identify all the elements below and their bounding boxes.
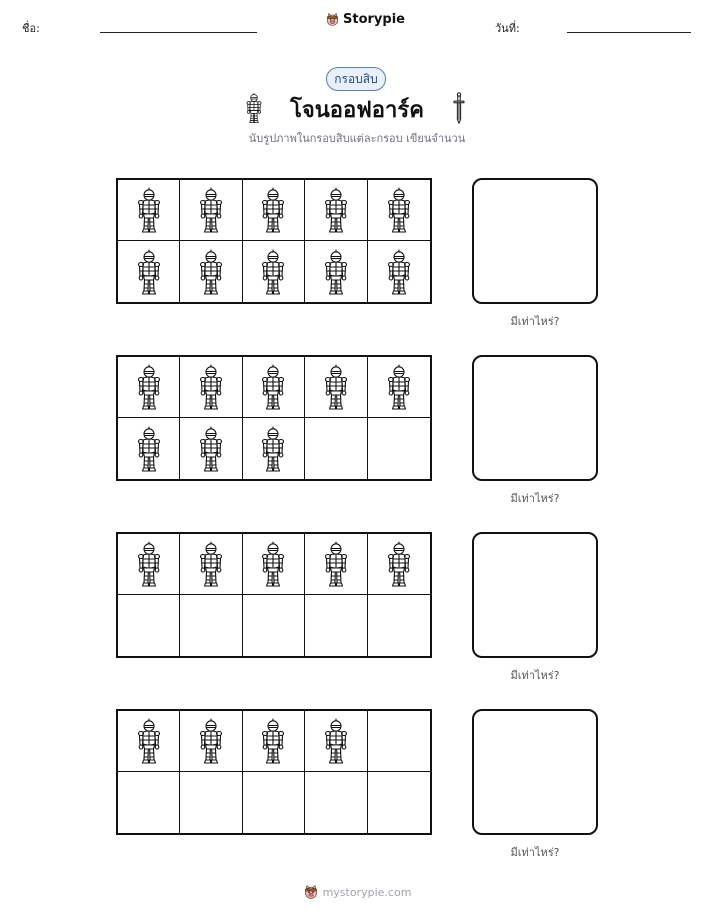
answer-prompt: มีเท่าไหร่? xyxy=(510,846,560,859)
ten-frame-cell xyxy=(368,418,430,479)
ten-frame-cell xyxy=(243,711,305,772)
knight-armor-icon xyxy=(261,717,285,765)
ten-frame-cell xyxy=(243,357,305,418)
ten-frame-cell xyxy=(118,241,180,302)
ten-frame xyxy=(116,178,432,304)
ten-frame-cell xyxy=(368,772,430,833)
ten-frame-cell xyxy=(368,241,430,302)
date-label: วันที่: xyxy=(495,22,520,35)
ten-frame-cell xyxy=(305,418,367,479)
knight-armor-icon xyxy=(324,540,348,588)
ten-frame-cell xyxy=(118,180,180,241)
ten-frame-cell xyxy=(180,418,242,479)
ten-frame-cell xyxy=(368,357,430,418)
ten-frame-cell xyxy=(243,595,305,656)
ten-frame-cell xyxy=(180,180,242,241)
page-title: โจนออฟอาร์ค xyxy=(290,98,424,123)
ten-frame xyxy=(116,355,432,481)
knight-armor-icon xyxy=(324,363,348,411)
ten-frame-cell xyxy=(118,418,180,479)
knight-armor-icon xyxy=(387,186,411,234)
knight-armor-icon xyxy=(199,540,223,588)
answer-box[interactable] xyxy=(472,178,598,304)
ten-frame-cell xyxy=(368,180,430,241)
date-line[interactable] xyxy=(567,32,691,33)
knight-armor-icon xyxy=(261,425,285,473)
ten-frame-cell xyxy=(180,595,242,656)
ten-frame-cell xyxy=(368,534,430,595)
knight-armor-icon xyxy=(324,717,348,765)
ten-frame-cell xyxy=(243,772,305,833)
knight-armor-icon xyxy=(324,186,348,234)
knight-armor-icon xyxy=(261,248,285,296)
ten-frame-cell xyxy=(180,357,242,418)
knight-armor-icon xyxy=(199,425,223,473)
answer-prompt: มีเท่าไหร่? xyxy=(510,315,560,328)
footer xyxy=(0,884,714,900)
knight-armor-icon xyxy=(324,248,348,296)
answer-prompt: มีเท่าไหร่? xyxy=(510,492,560,505)
knight-armor-icon xyxy=(199,717,223,765)
footer-site: mystorypie.com xyxy=(322,885,412,899)
ten-frame-cell xyxy=(243,241,305,302)
knight-armor-icon xyxy=(137,186,161,234)
logo-text: Storypie xyxy=(343,12,405,27)
ten-frame-cell xyxy=(243,180,305,241)
ten-frame-cell xyxy=(180,241,242,302)
answer-box[interactable] xyxy=(472,532,598,658)
knight-armor-icon xyxy=(387,363,411,411)
answer-box[interactable] xyxy=(472,709,598,835)
knight-armor-icon xyxy=(137,540,161,588)
name-line[interactable] xyxy=(100,32,257,33)
ten-frame-cell xyxy=(368,711,430,772)
ten-frame-cell xyxy=(243,418,305,479)
ten-frame-cell xyxy=(180,711,242,772)
badge-label: กรอบสิบ xyxy=(334,71,378,86)
knight-armor-icon xyxy=(199,186,223,234)
knight-armor-icon xyxy=(137,717,161,765)
worksheet-type-badge xyxy=(326,67,386,91)
knight-armor-icon xyxy=(137,425,161,473)
ten-frame-cell xyxy=(118,711,180,772)
ten-frame-cell xyxy=(305,357,367,418)
ten-frame-cell xyxy=(305,595,367,656)
knight-armor-icon xyxy=(137,363,161,411)
knight-armor-icon xyxy=(199,248,223,296)
ten-frame-cell xyxy=(180,534,242,595)
ten-frame-cell xyxy=(305,711,367,772)
pig-mascot-icon xyxy=(325,12,340,27)
ten-frame-cell xyxy=(180,772,242,833)
ten-frame-cell xyxy=(118,772,180,833)
ten-frame-cell xyxy=(118,357,180,418)
ten-frame xyxy=(116,709,432,835)
knight-armor-icon xyxy=(261,540,285,588)
answer-box[interactable] xyxy=(472,355,598,481)
knight-armor-icon xyxy=(199,363,223,411)
pig-mascot-icon xyxy=(303,884,319,900)
ten-frame-cell xyxy=(305,241,367,302)
instructions: นับรูปภาพในกรอบสิบแต่ละกรอบ เขียนจำนวน xyxy=(248,132,466,145)
ten-frame-cell xyxy=(305,772,367,833)
name-label: ชื่อ: xyxy=(22,22,40,35)
knight-armor-icon xyxy=(387,540,411,588)
answer-prompt: มีเท่าไหร่? xyxy=(510,669,560,682)
storypie-logo xyxy=(325,12,405,27)
ten-frame xyxy=(116,532,432,658)
knight-armor-icon xyxy=(261,186,285,234)
ten-frame-cell xyxy=(305,180,367,241)
ten-frame-cell xyxy=(243,534,305,595)
ten-frame-cell xyxy=(118,595,180,656)
ten-frame-cell xyxy=(368,595,430,656)
ten-frame-cell xyxy=(118,534,180,595)
knight-armor-icon xyxy=(137,248,161,296)
ten-frame-cell xyxy=(305,534,367,595)
sword-icon xyxy=(452,92,466,125)
knight-armor-icon xyxy=(261,363,285,411)
knight-armor-icon xyxy=(387,248,411,296)
